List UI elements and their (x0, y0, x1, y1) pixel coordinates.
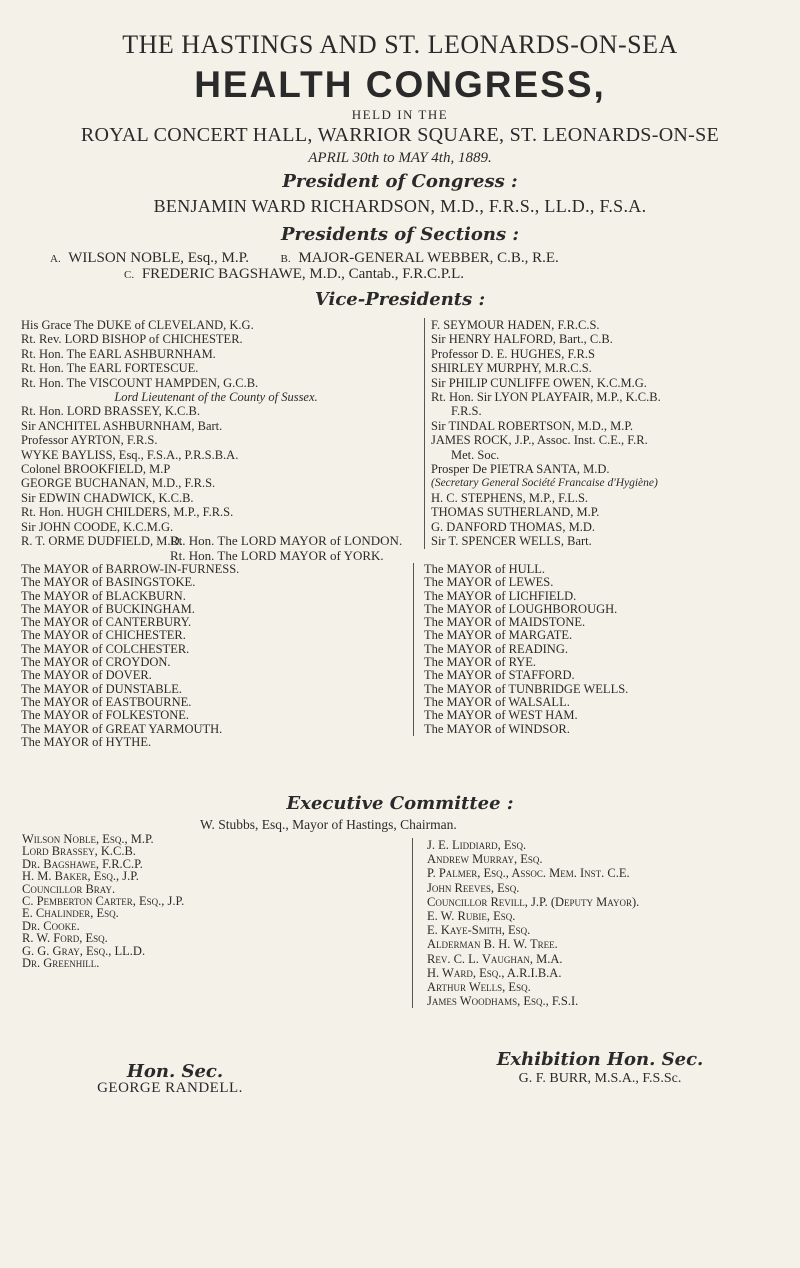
vice-presidents-heading: Vice-Presidents : (314, 289, 486, 310)
list-item: The MAYOR of BASINGSTOKE. (21, 575, 196, 590)
list-item: Rt. Hon. HUGH CHILDERS, M.P., F.R.S. (21, 505, 234, 520)
mayors-right-list (413, 563, 800, 736)
list-item: JAMES ROCK, J.P., Assoc. Inst. C.E., F.R. (431, 433, 648, 448)
list-item: Colonel BROOKFIELD, M.P (21, 462, 171, 477)
list-item: Arthur Wells, Esq. (427, 980, 531, 995)
list-item: The MAYOR of DOVER. (21, 668, 152, 683)
list-item: Rt. Hon. LORD BRASSEY, K.C.B. (21, 404, 200, 419)
list-item: The MAYOR of HYTHE. (21, 734, 152, 749)
list-item: Rt. Hon. Sir LYON PLAYFAIR, M.P., K.C.B. (431, 390, 661, 405)
list-item: F. SEYMOUR HADEN, F.R.C.S. (431, 318, 600, 332)
list-item: The MAYOR of LICHFIELD. (424, 588, 577, 603)
list-item: Met. Soc. (451, 447, 500, 462)
list-item: Rt. Hon. The VISCOUNT HAMPDEN, G.C.B. (21, 375, 259, 390)
list-item: The MAYOR of WALSALL. (424, 694, 570, 709)
list-item: Professor D. E. HUGHES, F.R.S (431, 346, 595, 361)
list-item: GEORGE BUCHANAN, M.D., F.R.S. (21, 476, 216, 491)
town-title: THE HASTINGS AND ST. LEONARDS-ON-SEA (122, 30, 678, 59)
venue-text: ROYAL CONCERT HALL, WARRIOR SQUARE, ST. LEONARDS-ON-SE (80, 124, 720, 146)
list-item: Lord Lieutenant of the County of Sussex. (114, 390, 318, 405)
chairman-line: W. Stubbs, Esq., Mayor of Hastings, Chairman. (200, 817, 457, 832)
list-item: THOMAS SUTHERLAND, M.P. (431, 505, 600, 520)
list-item: Prosper De PIETRA SANTA, M.D. (431, 462, 610, 477)
list-item: E. Chalinder, Esq. (22, 906, 119, 921)
section-a-letter: A. (50, 253, 61, 265)
list-item: The MAYOR of STAFFORD. (424, 668, 575, 683)
list-item: (Secretary General Société Francaise d'Hygiène) (431, 477, 658, 490)
list-item: Dr. Bagshawe, F.R.C.P. (22, 856, 143, 871)
list-item: Professor AYRTON, F.R.S. (21, 433, 158, 448)
list-item: WYKE BAYLISS, Esq., F.S.A., P.R.S.B.A. (21, 447, 239, 462)
list-item: The MAYOR of LOUGHBOROUGH. (424, 601, 618, 616)
list-item: G. G. Gray, Esq., LL.D. (22, 943, 146, 958)
list-item: P. Palmer, Esq., Assoc. Mem. Inst. C.E. (427, 866, 630, 881)
list-item: Sir T. SPENCER WELLS, Bart. (431, 534, 592, 549)
list-item: The MAYOR of TUNBRIDGE WELLS. (424, 681, 629, 696)
list-item: E. Kaye-Smith, Esq. (427, 923, 531, 938)
section-presidents-c (124, 266, 764, 283)
section-b-president: MAJOR-GENERAL WEBBER, C.B., R.E. (298, 250, 559, 266)
list-item: Dr. Greenhill. (22, 956, 100, 971)
vice-presidents-left-list (21, 318, 411, 549)
list-item: His Grace The DUKE of CLEVELAND, K.G. (21, 318, 254, 332)
list-item: The MAYOR of LEWES. (424, 575, 554, 590)
list-item: Lord Brassey, K.C.B. (22, 844, 136, 859)
list-item: Councillor Bray. (22, 881, 116, 896)
list-item: R. W. Ford, Esq. (22, 931, 108, 946)
list-item: John Reeves, Esq. (427, 880, 520, 895)
list-item: The MAYOR of WEST HAM. (424, 708, 578, 723)
list-item: Rev. C. L. Vaughan, M.A. (427, 951, 563, 966)
executive-committee-heading: Executive Committee : (286, 793, 514, 814)
list-item: The MAYOR of CHICHESTER. (21, 628, 186, 643)
section-presidents-ab (50, 250, 780, 267)
list-item: The MAYOR of CROYDON. (21, 655, 171, 670)
list-item: H. M. Baker, Esq., J.P. (22, 869, 139, 884)
mayors-left-list (21, 563, 401, 749)
list-item: James Woodhams, Esq., F.S.I. (427, 994, 579, 1009)
held-in-text: HELD IN THE (351, 107, 449, 122)
lord-mayor-york: Rt. Hon. The LORD MAYOR of YORK. (170, 547, 384, 563)
vice-presidents-right-list (424, 318, 800, 549)
list-item: The MAYOR of WINDSOR. (424, 721, 570, 736)
list-item: Sir EDWIN CHADWICK, K.C.B. (21, 490, 194, 505)
list-item: The MAYOR of GREAT YARMOUTH. (21, 721, 223, 736)
president-name: BENJAMIN WARD RICHARDSON, M.D., F.R.S., LL.D., F.S.A. (153, 196, 647, 216)
list-item: Rt. Rev. LORD BISHOP of CHICHESTER. (21, 332, 243, 347)
list-item: C. Pemberton Carter, Esq., J.P. (22, 894, 185, 909)
list-item: The MAYOR of MARGATE. (424, 628, 573, 643)
list-item: The MAYOR of BUCKINGHAM. (21, 601, 195, 616)
sections-heading: Presidents of Sections : (281, 224, 519, 245)
section-c-letter: C. (124, 269, 135, 281)
list-item: The MAYOR of CANTERBURY. (21, 615, 192, 630)
list-item: Rt. Hon. The EARL FORTESCUE. (21, 361, 199, 376)
list-item: Sir TINDAL ROBERTSON, M.D., M.P. (431, 418, 634, 433)
list-item: Sir JOHN COODE, K.C.M.G. (21, 519, 174, 534)
list-item: The MAYOR of DUNSTABLE. (21, 681, 183, 696)
list-item: Wilson Noble, Esq., M.P. (22, 832, 154, 846)
executive-left-list (22, 833, 352, 969)
section-a-president: WILSON NOBLE, Esq., M.P. (68, 250, 250, 266)
list-item: H. Ward, Esq., A.R.I.B.A. (427, 965, 562, 980)
exhibition-hon-sec-name: G. F. BURR, M.S.A., F.S.Sc. (518, 1071, 682, 1086)
list-item: The MAYOR of FOLKESTONE. (21, 708, 190, 723)
list-item: J. E. Liddiard, Esq. (427, 838, 527, 852)
list-item: G. DANFORD THOMAS, M.D. (431, 519, 596, 534)
list-item: The MAYOR of BLACKBURN. (21, 588, 186, 603)
list-item: The MAYOR of RYE. (424, 655, 537, 670)
hon-sec-heading: Hon. Sec. (126, 1061, 224, 1082)
list-item: SHIRLEY MURPHY, M.R.C.S. (431, 361, 592, 376)
list-item: The MAYOR of EASTBOURNE. (21, 694, 192, 709)
list-item: H. C. STEPHENS, M.P., F.L.S. (431, 490, 589, 505)
list-item: Dr. Cooke. (22, 918, 80, 933)
list-item: E. W. Rubie, Esq. (427, 909, 516, 924)
congress-title: HEALTH CONGRESS, (194, 64, 606, 105)
exhibition-hon-sec-heading: Exhibition Hon. Sec. (496, 1049, 704, 1070)
list-item: Councillor Revill, J.P. (Deputy Mayor). (427, 894, 640, 909)
list-item: R. T. ORME DUDFIELD, M.D. (21, 534, 183, 549)
list-item: Andrew Murray, Esq. (427, 852, 543, 867)
list-item: Sir PHILIP CUNLIFFE OWEN, K.C.M.G. (431, 375, 647, 390)
list-item: Sir HENRY HALFORD, Bart., C.B. (431, 332, 613, 347)
list-item: F.R.S. (451, 404, 482, 419)
section-b-letter: B. (280, 253, 291, 265)
list-item: The MAYOR of HULL. (424, 562, 546, 576)
dates-text: APRIL 30th to MAY 4th, 1889. (308, 150, 492, 166)
list-item: Alderman B. H. W. Tree. (427, 937, 558, 952)
president-heading: President of Congress : (282, 171, 518, 192)
list-item: Rt. Hon. The EARL ASHBURNHAM. (21, 346, 216, 361)
list-item: The MAYOR of COLCHESTER. (21, 641, 190, 656)
executive-right-list (412, 838, 797, 1008)
lord-mayors (0, 534, 800, 563)
list-item: The MAYOR of BARROW-IN-FURNESS. (21, 562, 240, 576)
hon-sec-name: GEORGE RANDELL. (97, 1080, 243, 1096)
list-item: The MAYOR of READING. (424, 641, 568, 656)
list-item: Sir ANCHITEL ASHBURNHAM, Bart. (21, 418, 223, 433)
section-c-president: FREDERIC BAGSHAWE, M.D., Cantab., F.R.C.P.L. (141, 266, 465, 282)
lord-mayor-london: Rt. Hon. The LORD MAYOR of LONDON. (170, 533, 403, 548)
list-item: The MAYOR of MAIDSTONE. (424, 615, 586, 630)
